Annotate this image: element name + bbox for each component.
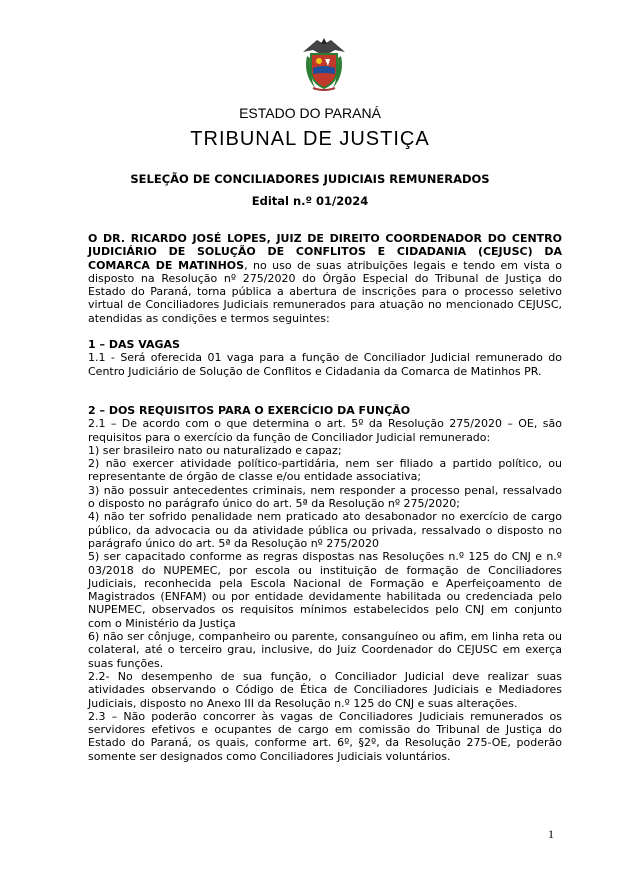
requirement-item: 6) não ser cônjuge, companheiro ou parente, consanguíneo ou afim, em linha reta ou colateral, até o terceiro grau, inclusive, do Juiz Coordenador do CEJUSC em exerça suas funções.	[88, 630, 562, 670]
requirement-item: 1) ser brasileiro nato ou naturalizado e capaz;	[88, 443, 342, 457]
intro-paragraph	[88, 232, 562, 325]
section-2-heading: 2 – DOS REQUISITOS PARA O EXERCÍCIO DA FUNÇÃO	[88, 404, 411, 417]
intro-text: , no uso de suas atribuições legais e tendo em vista o disposto na Resolução nº 275/2020 do Órgão Especial do Tribunal de Justiça do Estado do Paraná, torna pública a abertura de inscrições para o processo seletivo virtual de Conciliadores Judiciais remunerados para atuação no mencionado CEJUSC, atendidas as condições e termos seguintes:	[88, 258, 562, 325]
section-requisitos	[88, 404, 562, 763]
page-number: 1	[548, 827, 554, 841]
paragraph-2-1: 2.1 – De acordo com o que determina o art. 5º da Resolução 275/2020 – OE, são requisitos para o exercício da função de Conciliador Judicial remunerado:	[88, 417, 562, 444]
paragraph-1-1: 1.1 - Será oferecida 01 vaga para a função de Conciliador Judicial remunerado do Centro Judiciário de Solução de Conflitos e Cidadania da Comarca de Matinhos PR.	[88, 351, 562, 378]
state-name: ESTADO DO PARANÁ	[239, 105, 381, 121]
requirement-item: 2) não exercer atividade político-partidária, nem ser filiado a partido político, ou representante de órgão de classe e/ou entidade associativa;	[88, 457, 562, 484]
requirement-item: 5) ser capacitado conforme as regras dispostas nas Resoluções n.º 125 do CNJ e n.º 03/2018 do NUPEMEC, por escola ou instituição de formação de Conciliadores Judiciais, reconhecida pela Escola Nacional de Formação e Aperfeiçoamento de Magistrados (ENFAM) ou por entidade devidamente habilitada ou credenciada pelo NUPEMEC, observados os requisitos mínimos estabelecidos pelo CNJ em conjunto com o Ministério da Justiça	[88, 550, 562, 630]
parana-coat-of-arms-icon	[295, 34, 353, 94]
paragraph-2-3: 2.3 – Não poderão concorrer às vagas de Conciliadores Judiciais remunerados os servidores efetivos e ocupantes de cargo em comissão do Tribunal de Justiça do Estado do Paraná, os quais, conforme art. 6º, §2º, da Resolução 275-OE, poderão somente ser designados como Conciliadores Judiciais voluntários.	[88, 709, 562, 763]
selection-title: SELEÇÃO DE CONCILIADORES JUDICIAIS REMUNERADOS	[130, 172, 490, 186]
intro-authority: O DR. RICARDO JOSÉ LOPES, JUIZ DE DIREITO COORDENADOR DO CENTRO JUDICIÁRIO DE SOLUÇÃO DE CONFLITOS E CIDADANIA (CEJUSC) DA COMARCA DE MATINHOS	[88, 232, 562, 272]
court-name: TRIBUNAL DE JUSTIÇA	[190, 128, 430, 150]
requirement-item: 4) não ter sofrido penalidade nem praticado ato desabonador no exercício de cargo público, da advocacia ou da atividade pública ou privada, ressalvado o disposto no parágrafo único do art. 5ª da Resolução nº 275/2020	[88, 510, 562, 550]
paragraph-2-2: 2.2- No desempenho de sua função, o Conciliador Judicial deve realizar suas atividades observando o Código de Ética de Conciliadores Judiciais e Mediadores Judiciais, disposto no Anexo III da Resolução n.º 125 do CNJ e suas alterações.	[88, 669, 562, 710]
section-1-heading: 1 – DAS VAGAS	[88, 338, 180, 351]
edital-number: Edital n.º 01/2024	[251, 194, 369, 208]
section-vagas	[88, 338, 562, 378]
requirement-item: 3) não possuir antecedentes criminais, nem responder a processo penal, ressalvado o disposto no parágrafo único do art. 5ª da Resolução nº 275/2020;	[88, 483, 562, 511]
